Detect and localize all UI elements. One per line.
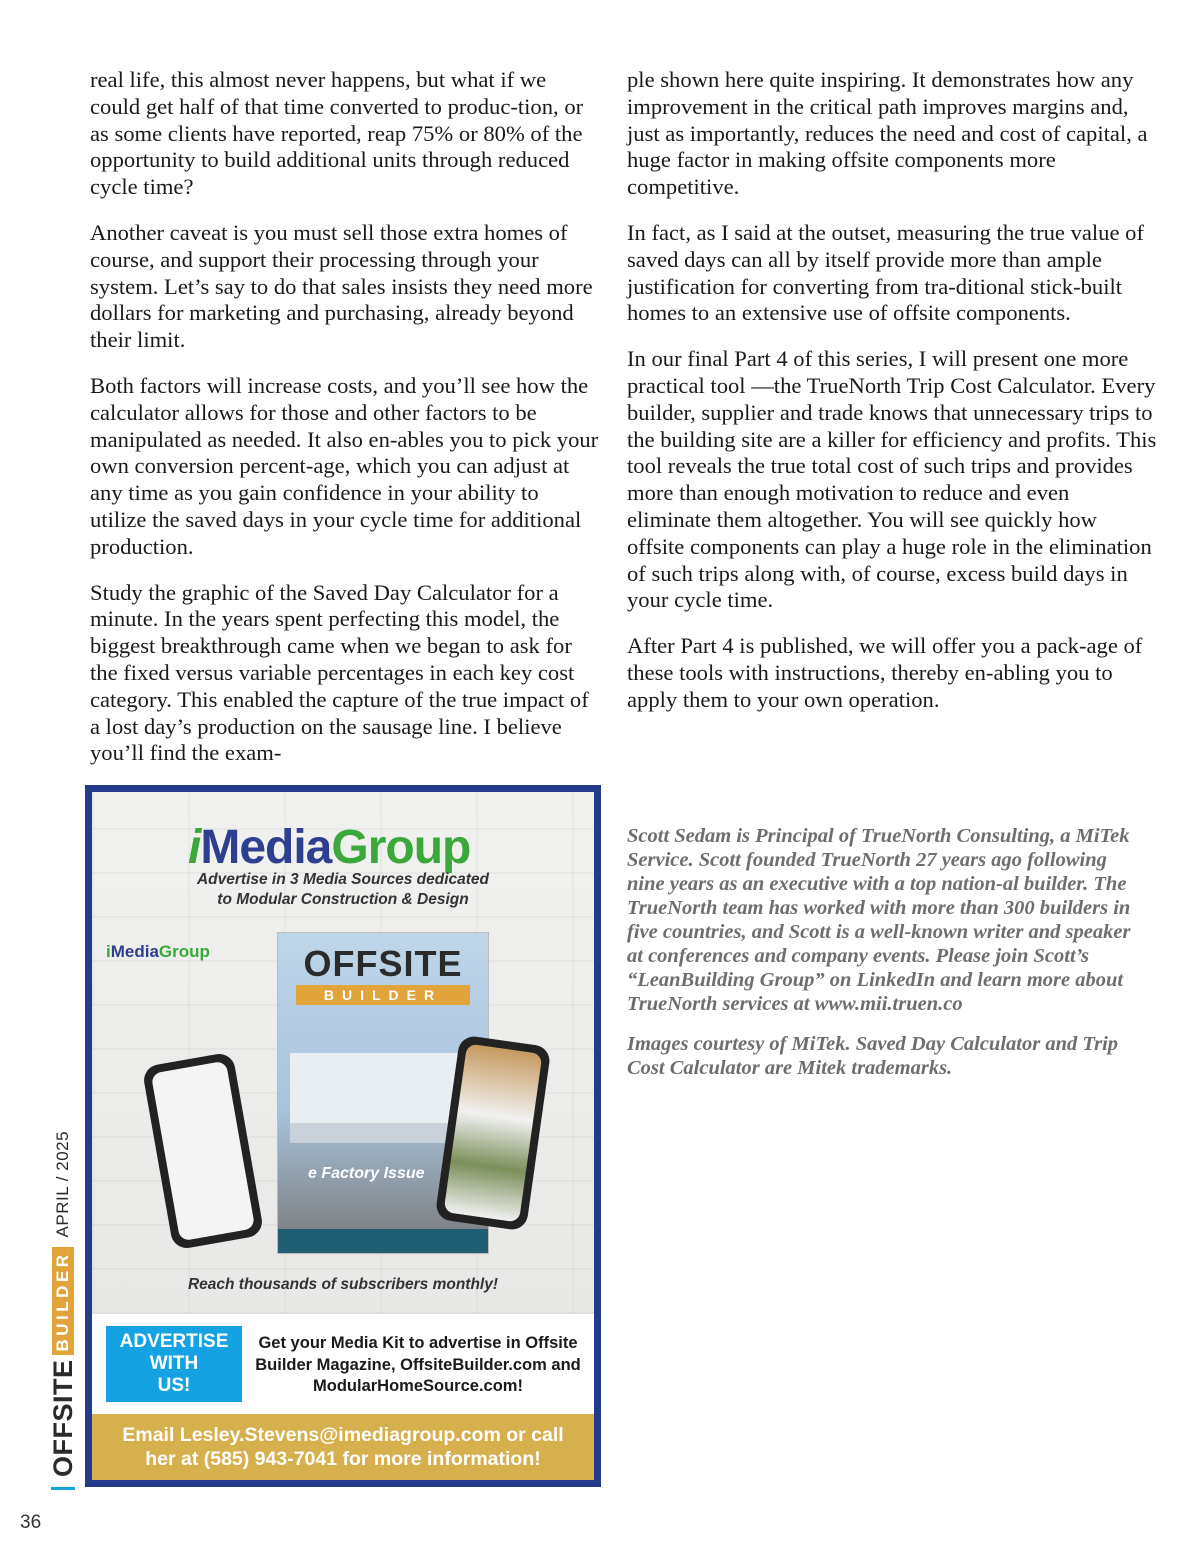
spine-date: APRIL / 2025 <box>53 1130 72 1238</box>
imediagroup-advertisement[interactable] <box>85 785 601 1487</box>
media-kit-text: Get your Media Kit to advertise in Offsite Builder Magazine, OffsiteBuilder.com and ModularHomeSource.com! <box>255 1334 581 1395</box>
article-paragraph: Study the graphic of the Saved Day Calculator for a minute. In the years spent perfecting this model, the biggest breakthrough came when we began to ask for the fixed versus variable percentages in each key cost category. This enabled the capture of the true impact of a lost day’s production on the sausage line. I believe you’ll find the exam- <box>90 579 589 766</box>
magazine-spine-label <box>48 1131 78 1490</box>
ad-tagline: Advertise in 3 Media Sources dedicated to Modular Construction & Design <box>196 871 490 908</box>
ad-inner <box>92 792 594 1480</box>
ad-contact-bar[interactable] <box>92 1414 594 1480</box>
image-credits: Images courtesy of MiTek. Saved Day Calculator and Trip Cost Calculator are Mitek trademarks. <box>627 1033 1119 1079</box>
article-paragraph: In our final Part 4 of this series, I will present one more practical tool —the TrueNorth Trip Cost Calculator. Every builder, supplier and trade knows that unnecessary trips to the building site are a killer for efficiency and profits. This tool reveals the true total cost of such trips and provides more than enough motivation to reduce and even eliminate them altogether. You will see quickly how offsite components can play a huge role in the elimination of such trips along with, of course, excess build days in your cycle time. <box>627 346 1157 613</box>
imediagroup-logo: iMediaGroup <box>188 821 471 874</box>
cover-issue-title: e Factory Issue <box>308 1165 425 1182</box>
article-paragraph: ple shown here quite inspiring. It demonstrates how any improvement in the critical path improves margins and, just as importantly, reduces the need and cost of capital, a huge factor in making offsite components more competitive. <box>627 67 1148 200</box>
author-bio-block <box>627 824 1147 1096</box>
spine-accent-bar <box>51 1487 75 1490</box>
article-left-column <box>90 67 600 786</box>
cover-subtitle: BUILDER <box>296 985 470 1005</box>
article-right-column <box>627 67 1157 733</box>
author-bio: Scott Sedam is Principal of TrueNorth Consulting, a MiTek Service. Scott founded TrueNorth 27 years ago following nine years as an executive with a top nation-al builder. The TrueNorth team has worked with more than 300 builders in five countries, and Scott is a well-known writer and speaker at conferences and company events. Please join Scott’s “LeanBuilding Group” on LinkedIn and learn more about TrueNorth services at www.mii.truen.co <box>627 825 1131 1015</box>
cover-title: OFFSITE <box>303 943 463 984</box>
spine-builder: BUILDER <box>52 1247 74 1355</box>
ad-email-line: Email Lesley.Stevens@imediagroup.com or call <box>122 1424 564 1446</box>
imediagroup-small-logo: iMediaGroup <box>106 942 210 961</box>
ad-phone-line: her at (585) 943-7041 for more information! <box>145 1448 541 1470</box>
phone-mockup-left <box>142 1051 265 1250</box>
article-paragraph: Another caveat is you must sell those extra homes of course, and support their processing through your system. Let’s say to do that sales insists they need more dollars for marketing and purchasing, already beyond their limit. <box>90 219 593 353</box>
ad-reach-text: Reach thousands of subscribers monthly! <box>187 1276 499 1293</box>
ad-photo-area <box>92 792 594 1314</box>
advertise-with-us-button[interactable]: ADVERTISE WITH US! <box>106 1326 242 1402</box>
spine-offsite: OFFSITE <box>47 1359 78 1477</box>
article-paragraph: real life, this almost never happens, but what if we could get half of that time converted to produc-tion, or as some clients have reported, reap 75% or 80% of the opportunity to build additional units through reduced cycle time? <box>90 67 584 200</box>
page-number: 36 <box>20 1512 42 1533</box>
article-paragraph: In fact, as I said at the outset, measuring the true value of saved days can all by itself provide more than ample justification for converting from tra-ditional stick-built homes to an extensive use of offsite components. <box>627 219 1144 326</box>
article-paragraph: After Part 4 is published, we will offer you a pack-age of these tools with instructions, thereby en-abling you to apply them to your own operation. <box>627 633 1143 712</box>
cover-bottom-strip <box>278 1229 488 1253</box>
article-paragraph: Both factors will increase costs, and you’ll see how the calculator allows for those and other factors to be manipulated as needed. It also en-ables you to pick your own conversion percent-age, which you can adjust at any time as you gain confidence in your ability to utilize the saved days in your cycle time for additional production. <box>90 372 599 559</box>
